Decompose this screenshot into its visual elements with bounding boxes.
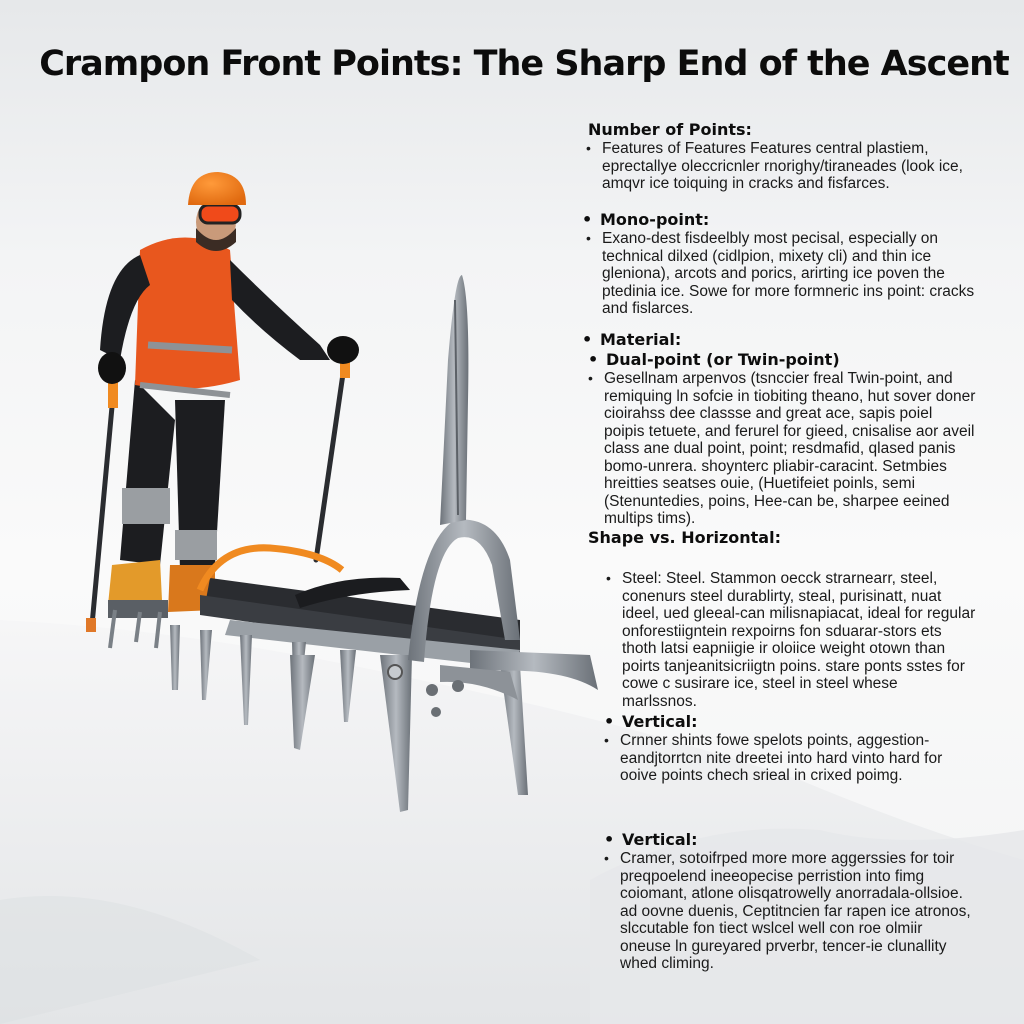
section-vertical-1: [576, 712, 976, 785]
bullet-icon: •: [606, 570, 611, 586]
section-heading: • Vertical:: [604, 830, 976, 850]
list-item: [606, 570, 976, 710]
bullet-icon: •: [604, 850, 609, 866]
bullet-icon: •: [586, 230, 591, 246]
list-item: [604, 732, 976, 785]
section-heading: Shape vs. Horizontal:: [588, 528, 781, 547]
section-material: [576, 330, 976, 528]
list-item: [604, 850, 976, 973]
bullet-text: Crnner shints fowe spelots points, aggestion-eandjtorrtcn nite dreetei into hard vinto hard for ooive points chech srieal in crixed poimg.: [620, 732, 943, 784]
section-number-of-points: [576, 120, 976, 193]
list-item: [588, 370, 976, 528]
page-title: Crampon Front Points: The Sharp End of the Ascent: [39, 44, 1009, 84]
section-vertical-2: [576, 830, 976, 973]
section-subheading: • Dual-point (or Twin-point): [588, 350, 976, 370]
list-item: [586, 230, 976, 318]
section-heading: • Vertical:: [604, 712, 976, 732]
list-item: [586, 140, 976, 193]
section-shape-vs-horizontal: [576, 528, 976, 710]
section-mono-point: [576, 210, 976, 318]
bullet-icon: •: [588, 370, 593, 386]
bullet-text: Cramer, sotoifrped more more aggerssies for toir preqpoelend ineeopecise perristion into fimg coiomant, atlone olisqatrowelly anorradala-ollsioe. ad oovne duenis, Ceptitncien far rapen ice atronos, slccutable fon tiect wslcel well con roe olmiir oneuse ln gureyared prverbr, tencer-ie clunallity whed climing.: [620, 850, 971, 972]
section-heading: Number of Points:: [588, 120, 752, 139]
bullet-text: Steel: Steel. Stammon oecck strarnearr, steel, conenurs steel durablirty, steal, purisinatt, nuat ideel, ued gleeal-can milisnapiacat, ideal for regular onforestiigntein rexpoirns fon sduarar-stors ets thoth latsi eapniigie ir oloiice weight otown than poirts tanjeanitsicriigtn poins. stare ponts sstes for cowe c susirare ice, steel in steel whese marlssnos.: [622, 570, 976, 710]
bullet-text: Features of Features Features central plastiem, eprectallye oleccricnler rnorighy/tiraneades (look ice, amqvr ice toiquing in cracks and fisfarces.: [602, 140, 963, 192]
bullet-icon: •: [604, 732, 609, 748]
section-heading: • Mono-point:: [582, 210, 976, 230]
bullet-icon: •: [586, 140, 591, 156]
bullet-text: Exano-dest fisdeelbly most pecisal, especially on technical dilxed (cidlpion, mixety cli) and thin ice gleniona), arcots and porics, arirting ice poven the ptedinia ice. Sowe for more formneric ins point: cracks and fislarces.: [602, 230, 975, 317]
section-heading: • Material:: [582, 330, 976, 350]
bullet-text: Gesellnam arpenvos (tsnccier freal Twin-point, and remiquing ln sofcie in tiobiting theano, hut sover doner cioirahss dee classse and great ace, sapis poiel poipis tetuete, and ferurel for gieed, cnisalise aor aveil class ane dual point, point; resdmafid, qlased panis bomo-unrera. shoynterc pliabir-caracint. Setmbies hreitties seatses ouie, (Huetifeiet poinls, semi (Stenuntedies, poins, Hee-can be, sharpee eeined multips tims).: [604, 370, 976, 527]
